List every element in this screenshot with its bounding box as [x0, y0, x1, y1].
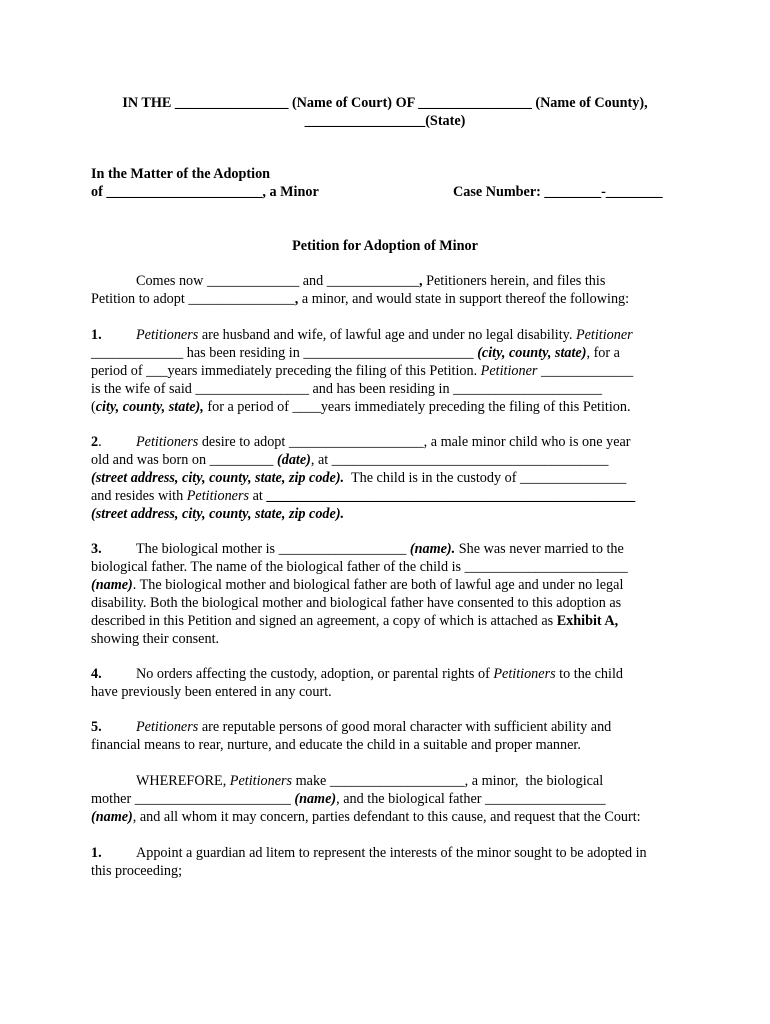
intro-line-1: Comes now _____________ and _____________, Petitioners herein, and files this	[136, 273, 606, 289]
court-header-line-1: IN THE ________________ (Name of Court) OF ________________ (Name of County),	[122, 95, 648, 111]
matter-line-1: In the Matter of the Adoption	[91, 166, 271, 182]
matter-line-2: of ______________________, a Minor	[91, 184, 319, 200]
para-5-line-1: 5. Petitioners are reputable persons of good moral character with sufficient ability and	[91, 719, 612, 735]
para-4-line-1: 4. No orders affecting the custody, adoption, or parental rights of Petitioners to the child	[91, 666, 624, 682]
para-4-line-2: have previously been entered in any court.	[91, 684, 332, 700]
request-1-line-2: this proceeding;	[91, 863, 183, 879]
para-2-line-2: old and was born on _________ (date), at _______________________________________	[91, 452, 609, 468]
para-3-line-2: biological father. The name of the biological father of the child is _______________________	[91, 559, 628, 575]
para-5-line-2: financial means to rear, nurture, and educate the child in a suitable and proper manner.	[91, 737, 581, 753]
para-1-line-1: 1. Petitioners are husband and wife, of lawful age and under no legal disability. Petitioner	[91, 327, 633, 343]
case-number: Case Number: ________-________	[453, 184, 663, 200]
para-2-line-5: (street address, city, county, state, zip code).	[91, 506, 345, 522]
court-header-line-2: _________________(State)	[304, 113, 466, 129]
para-3-line-3: (name). The biological mother and biological father are both of lawful age and under no legal	[91, 577, 624, 593]
para-2-line-4: and resides with Petitioners at ____________________________________________________	[91, 488, 636, 504]
para-1-line-5: (city, county, state), for a period of ____years immediately preceding the filing of this Petition.	[91, 399, 631, 415]
wherefore-line-3: (name), and all whom it may concern, parties defendant to this cause, and request that the Court:	[91, 809, 641, 825]
intro-line-2: Petition to adopt _______________, a minor, and would state in support thereof the following:	[91, 291, 630, 307]
request-1-line-1: 1. Appoint a guardian ad litem to represent the interests of the minor sought to be adopted in	[91, 845, 647, 861]
para-1-line-4: is the wife of said ________________ and has been residing in _____________________	[91, 381, 603, 397]
wherefore-line-1: WHEREFORE, Petitioners make ___________________, a minor, the biological	[136, 773, 604, 789]
wherefore-line-2: mother ______________________ (name), and the biological father _________________	[91, 791, 606, 807]
para-3-line-4: disability. Both the biological mother and biological father have consented to this adoption as	[91, 595, 622, 611]
para-2-line-1: 2. Petitioners desire to adopt ___________________, a male minor child who is one year	[91, 434, 631, 450]
para-3-line-1: 3. The biological mother is __________________ (name). She was never married to the	[91, 541, 624, 557]
para-2-line-3: (street address, city, county, state, zip code). The child is in the custody of _______________	[91, 470, 627, 486]
para-1-line-2: _____________ has been residing in ________________________ (city, county, state), for a	[91, 345, 620, 361]
para-3-line-5: described in this Petition and signed an agreement, a copy of which is attached as Exhibit A,	[91, 613, 619, 629]
para-3-line-6: showing their consent.	[91, 631, 220, 647]
para-1-line-3: period of ___years immediately preceding the filing of this Petition. Petitioner _____________	[91, 363, 634, 379]
document-title: Petition for Adoption of Minor	[292, 238, 478, 254]
